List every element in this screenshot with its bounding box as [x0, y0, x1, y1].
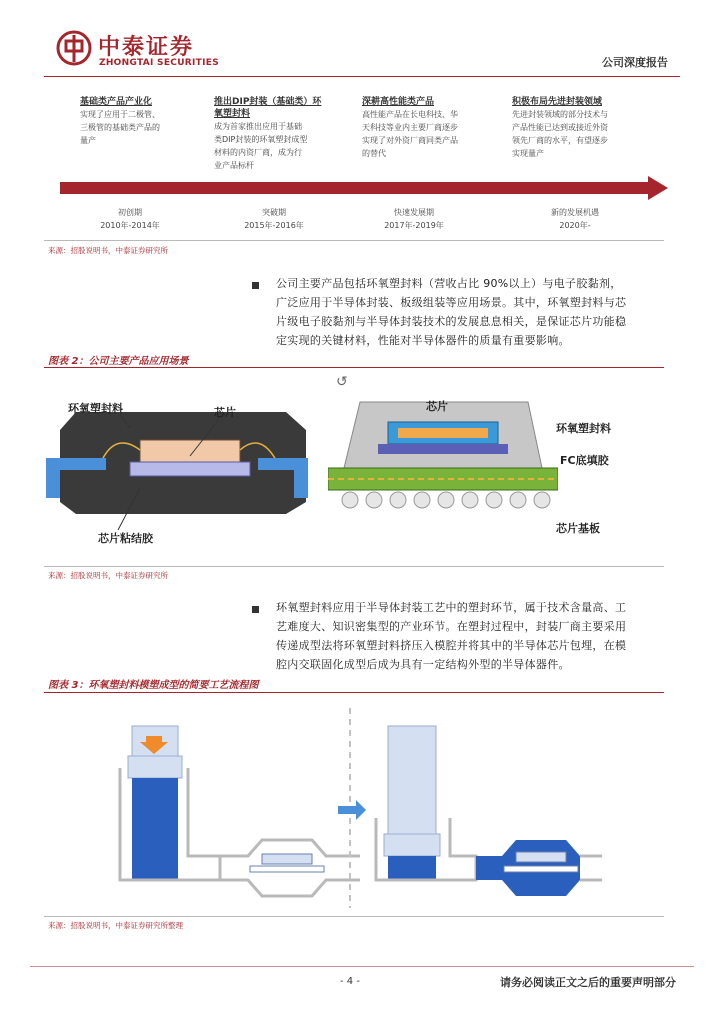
milestone-desc-line: 实现量产 — [512, 149, 544, 158]
logo-chinese-text: 中泰证券 — [98, 35, 195, 60]
label-right-mold: 环氧塑封料 — [556, 422, 611, 435]
milestone-desc-line: 材料的内资厂商，成为行 — [214, 148, 302, 157]
source-divider — [44, 916, 664, 917]
milestone-desc-line: 类DIP封装的环氧塑封成型 — [214, 135, 308, 144]
molding-process-diagram — [110, 708, 610, 908]
period-4 — [520, 206, 630, 232]
source-note-3: 来源：招股说明书，中泰证券研究所整理 — [48, 921, 183, 930]
period-name: 突破期 — [262, 208, 286, 217]
period-years: 2017年-2019年 — [384, 221, 444, 230]
milestone-desc-line: 先进封装领域的部分技术与 — [512, 110, 608, 119]
milestone-title-cont: 氧塑封料 — [214, 109, 251, 119]
milestone-3 — [362, 96, 492, 160]
label-left-mold: 环氧塑封料 — [68, 402, 123, 415]
label-left-adhesive: 芯片粘结胶 — [98, 532, 153, 545]
footer-disclaimer: 请务必阅读正文之后的重要声明部分 — [500, 976, 676, 989]
milestone-desc-line: 领先厂商的水平，有望逐步 — [512, 136, 608, 145]
milestone-title: 基础类产品产业化 — [80, 97, 153, 107]
source-divider — [44, 240, 664, 241]
period-years: 2020年- — [559, 221, 591, 230]
bullet-icon — [252, 606, 259, 613]
milestone-desc-line: 实现了应用于二极管、 — [80, 110, 160, 119]
milestone-2 — [214, 96, 344, 172]
milestone-desc-line: 成为首家推出应用于基础 — [214, 122, 302, 131]
milestone-title: 深耕高性能类产品 — [362, 97, 435, 107]
milestone-desc-line: 产品性能已达到或接近外资 — [512, 123, 608, 132]
period-name: 初创期 — [118, 208, 142, 217]
source-note-2: 来源：招股说明书，中泰证券研究所 — [48, 571, 168, 580]
paragraph-line: 片级电子胶黏剂与半导体封装技术的发展息息相关，是保证芯片功能稳 — [276, 315, 627, 328]
footer-divider — [30, 966, 694, 967]
paragraph-line: 传递成型法将环氧塑封料挤压入模腔并将其中的半导体芯片包埋，在模 — [276, 639, 627, 652]
period-name: 快速发展期 — [394, 208, 434, 217]
paragraph-line: 环氧塑封料应用于半导体封装工艺中的塑封环节，属于技术含量高、工 — [276, 601, 627, 614]
period-name: 新的发展机遇 — [551, 208, 599, 217]
period-years: 2015年-2016年 — [244, 221, 304, 230]
rotate-icon: ↺ — [336, 374, 348, 390]
callout-lines — [100, 396, 240, 536]
label-right-chip: 芯片 — [426, 400, 448, 413]
source-divider — [44, 566, 664, 567]
milestone-desc-line: 的替代 — [362, 149, 386, 158]
milestone-title: 推出DIP封装（基础类）环 — [214, 97, 322, 107]
paragraph-line: 广泛应用于半导体封装、板级组装等应用场景。其中，环氧塑封料与芯 — [276, 296, 627, 309]
period-2 — [224, 206, 324, 232]
zhongtai-logo-icon — [56, 30, 92, 66]
figure-title-divider — [44, 367, 664, 368]
milestone-desc-line: 天科技等业内主要厂商逐步 — [362, 123, 458, 132]
page-number: - 4 - — [340, 976, 360, 987]
paragraph-line: 公司主要产品包括环氧塑封料（营收占比 90%以上）与电子胶黏剂， — [276, 277, 622, 290]
figure-title-divider — [44, 692, 664, 693]
bullet-icon — [252, 282, 259, 289]
source-note-1: 来源：招股说明书，中泰证券研究所 — [48, 246, 168, 255]
milestone-desc-line: 高性能产品在长电科技、华 — [362, 110, 458, 119]
milestone-title: 积极布局先进封装领域 — [512, 97, 603, 107]
milestone-1 — [80, 96, 200, 147]
timeline-arrow — [60, 176, 670, 200]
header-divider — [44, 76, 680, 77]
label-right-underfill: FC底填胶 — [560, 454, 609, 467]
paragraph-line: 艺难度大、知识密集型的产业环节。在塑封过程中，封装厂商主要采用 — [276, 620, 627, 633]
report-type-label: 公司深度报告 — [602, 56, 668, 69]
paragraph-2 — [276, 598, 672, 674]
milestone-desc-line: 量产 — [80, 136, 96, 145]
milestone-4 — [512, 96, 642, 160]
logo-english-text: ZHONGTAI SECURITIES — [99, 58, 219, 68]
period-1 — [80, 206, 180, 232]
milestone-desc-line: 三极管的基础类产品的 — [80, 123, 160, 132]
milestone-desc-line: 业产品标杆 — [214, 161, 254, 170]
paragraph-line: 腔内交联固化成型后成为具有一定结构外型的半导体器件。 — [276, 658, 570, 671]
figure-2-title: 图表 2：公司主要产品应用场景 — [48, 356, 189, 367]
label-left-chip: 芯片 — [214, 406, 236, 419]
figure-3-title: 图表 3：环氧塑封料模塑成型的简要工艺流程图 — [48, 680, 259, 691]
period-3 — [364, 206, 464, 232]
label-right-substrate: 芯片基板 — [556, 522, 600, 535]
period-years: 2010年-2014年 — [100, 221, 160, 230]
milestone-desc-line: 实现了对外资厂商同类产品 — [362, 136, 458, 145]
paragraph-line: 定实现的关键材料，性能对半导体器件的质量有重要影响。 — [276, 334, 570, 347]
paragraph-1 — [276, 274, 672, 350]
